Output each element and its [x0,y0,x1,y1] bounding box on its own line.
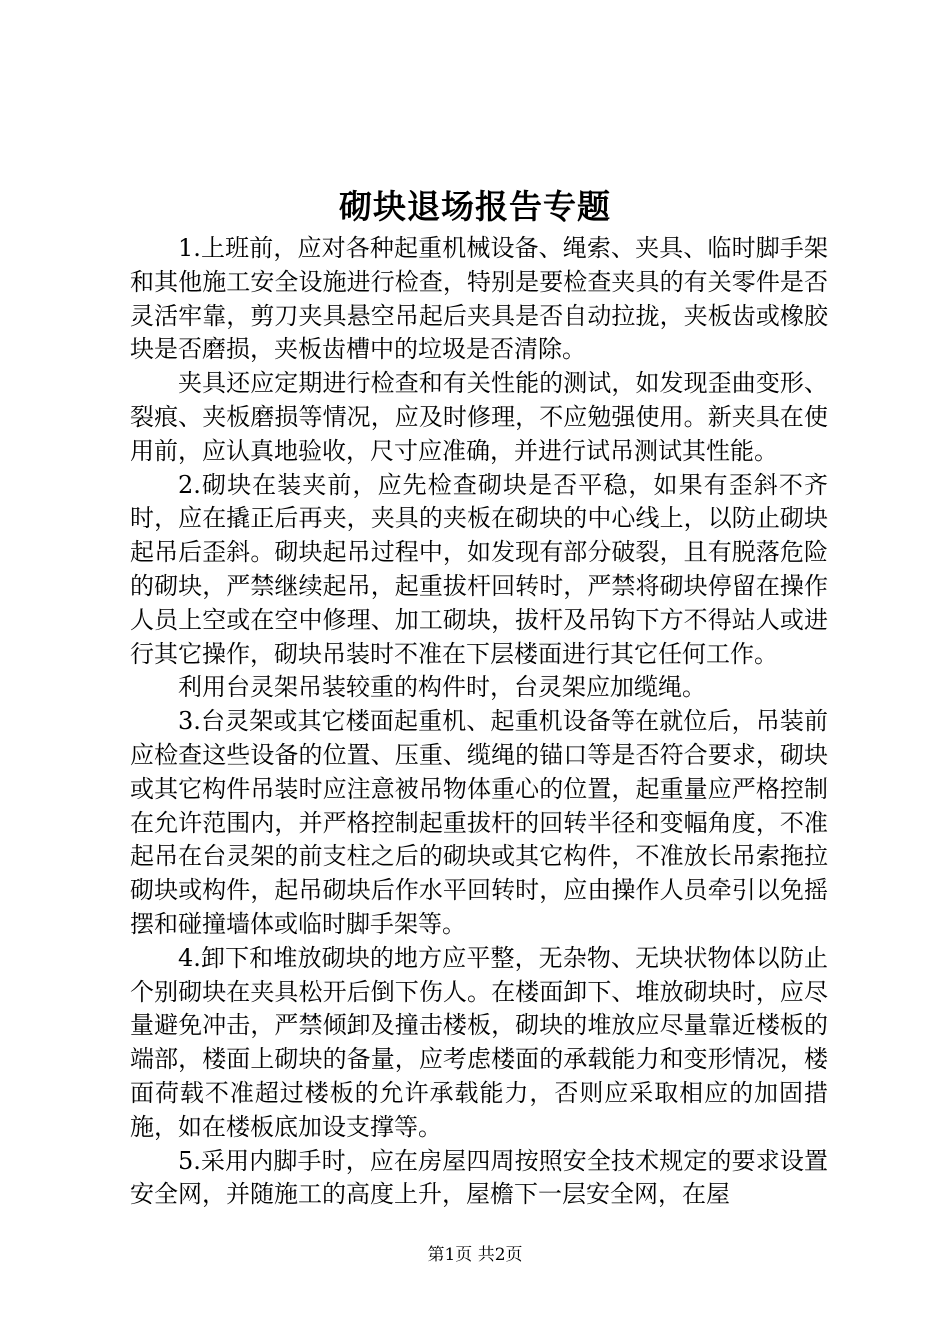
paragraph: 5.采用内脚手时，应在房屋四周按照安全技术规定的要求设置安全网，并随施工的高度上升，屋檐下一层安全网，在屋 [130,1146,828,1209]
paragraph: 利用台灵架吊装较重的构件时，台灵架应加缆绳。 [178,673,706,702]
page-footer: 第1页 共2页 [427,1245,523,1265]
paragraph: 4.卸下和堆放砌块的地方应平整，无杂物、无块状物体以防止个别砌块在夹具松开后倒下伤人。在楼面卸下、堆放砌块时，应尽量避免冲击，严禁倾卸及撞击楼板，砌块的堆放应尽量靠近楼板的端部，楼面上砌块的备量，应考虑楼面的承载能力和变形情况，楼面荷载不准超过楼板的允许承载能力，否则应采取相应的加固措施，如在楼板底加设支撑等。 [130,943,828,1141]
paragraph: 3.台灵架或其它楼面起重机、起重机设备等在就位后，吊装前应检查这些设备的位置、压重、缆绳的锚口等是否符合要求，砌块或其它构件吊装时应注意被吊物体重心的位置，起重量应严格控制在允许范围内，并严格控制起重拔杆的回转半径和变幅角度，不准起吊在台灵架的前支柱之后的砌块或其它构件，不准放长吊索拖拉砌块或构件，起吊砌块后作水平回转时，应由操作人员牵引以免摇摆和碰撞墙体或临时脚手架等。 [130,707,828,938]
paragraph: 1.上班前，应对各种起重机械设备、绳索、夹具、临时脚手架和其他施工安全设施进行检查，特别是要检查夹具的有关零件是否灵活牢靠，剪刀夹具悬空吊起后夹具是否自动拉拢，夹板齿或橡胶块是否磨损，夹板齿槽中的垃圾是否清除。 [130,234,828,364]
paragraph: 2.砌块在装夹前，应先检查砌块是否平稳，如果有歪斜不齐时，应在撬正后再夹，夹具的夹板在砌块的中心线上，以防止砌块起吊后歪斜。砌块起吊过程中，如发现有部分破裂，且有脱落危险的砌块，严禁继续起吊，起重拔杆回转时，严禁将砌块停留在操作人员上空或在空中修理、加工砌块，拔杆及吊钩下方不得站人或进行其它操作，砌块吊装时不准在下层楼面进行其它任何工作。 [130,470,828,668]
paragraph: 夹具还应定期进行检查和有关性能的测试，如发现歪曲变形、裂痕、夹板磨损等情况，应及时修理，不应勉强使用。新夹具在使用前，应认真地验收，尺寸应准确，并进行试吊测试其性能。 [130,369,828,465]
document-body [130,232,828,1212]
document-title: 砌块退场报告专题 [339,187,611,226]
